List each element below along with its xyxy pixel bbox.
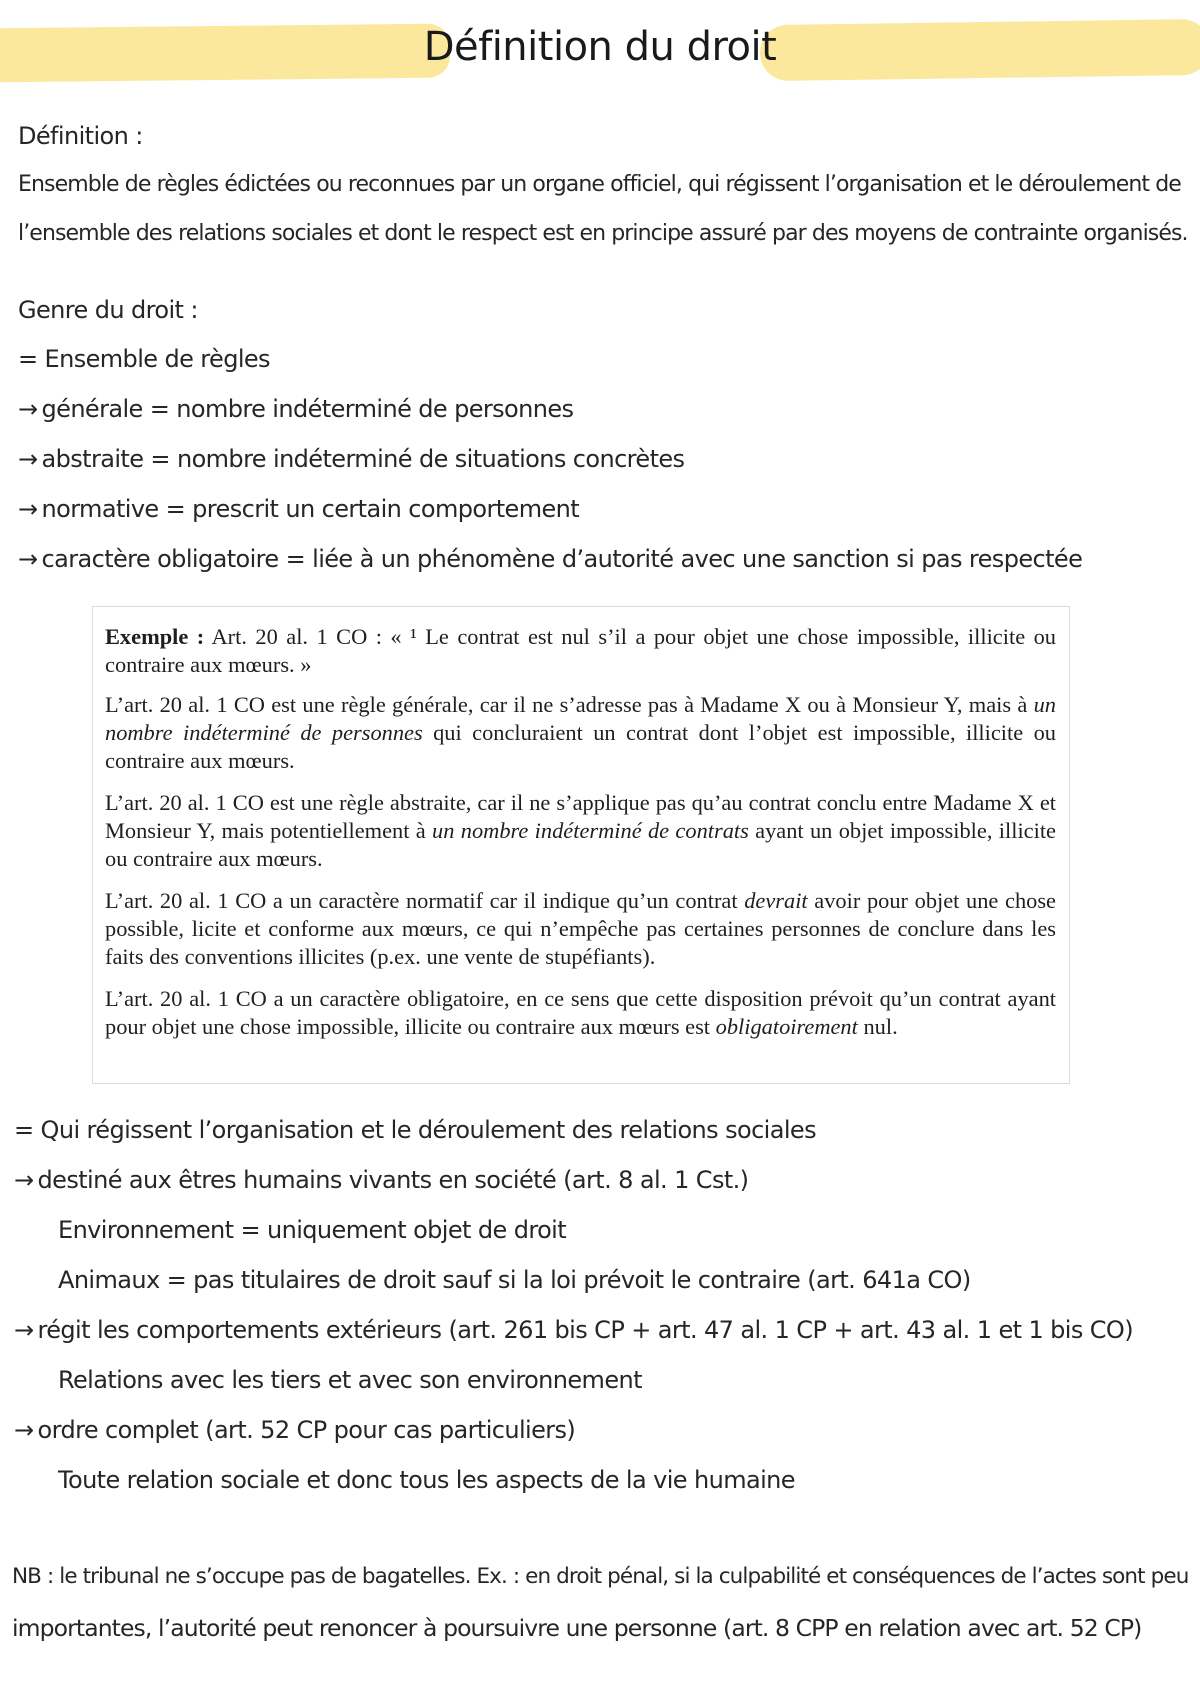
example-paragraph-1 — [105, 623, 1056, 679]
example-label: Exemple : — [105, 624, 205, 649]
example-text: L’art. 20 al. 1 CO a un caractère normatif car il indique qu’un contrat — [105, 888, 745, 913]
arrow-icon: → — [18, 395, 38, 423]
genre-item — [18, 445, 684, 473]
arrow-icon: → — [18, 545, 38, 573]
genre-item-abstraite: abstraite = nombre indéterminé de situations concrètes — [41, 445, 685, 473]
arrow-icon: → — [18, 445, 38, 473]
example-emphasis: devrait — [744, 888, 808, 913]
page-title: Définition du droit — [423, 24, 777, 70]
definition-heading: Définition : — [18, 122, 143, 150]
definition-line-2: l’ensemble des relations sociales et dont le respect est en principe assuré par des moyens de contrainte organisés. — [18, 221, 1188, 246]
relations-destine: destiné aux êtres humains vivants en société (art. 8 al. 1 Cst.) — [37, 1166, 749, 1194]
nb-line-2: importantes, l’autorité peut renoncer à poursuivre une personne (art. 8 CPP en relation avec art. 52 CP) — [12, 1614, 1142, 1642]
relations-item — [14, 1316, 1133, 1344]
arrow-icon: → — [18, 495, 38, 523]
genre-intro: = Ensemble de règles — [18, 345, 270, 373]
example-emphasis: un nombre indéterminé de personnes — [105, 692, 1056, 745]
example-paragraph-4 — [105, 887, 1056, 971]
example-text: nul. — [857, 1014, 898, 1039]
relations-item — [14, 1416, 575, 1444]
example-emphasis: obligatoirement — [715, 1014, 858, 1039]
relations-sub-toute-relation: Toute relation sociale et donc tous les aspects de la vie humaine — [58, 1466, 795, 1494]
example-quote: Art. 20 al. 1 CO : « ¹ Le contrat est nul s’il a pour objet une chose impossible, illicite ou contraire aux mœurs. » — [105, 624, 1056, 677]
arrow-icon: → — [14, 1166, 34, 1194]
example-text: L’art. 20 al. 1 CO a un caractère obligatoire, en ce sens que cette disposition prévoit qu’un contrat ayant pour objet une chose impossible, illicite ou contraire aux mœurs est — [105, 986, 1056, 1039]
example-text: L’art. 20 al. 1 CO est une règle générale, car il ne s’adresse pas à Madame X ou à Monsieur Y, mais à — [105, 692, 1034, 717]
arrow-icon: → — [14, 1416, 34, 1444]
relations-sub-tiers: Relations avec les tiers et avec son environnement — [58, 1366, 642, 1394]
example-paragraph-2 — [105, 691, 1056, 775]
genre-item-normative: normative = prescrit un certain comportement — [41, 495, 580, 523]
genre-item — [18, 395, 573, 423]
example-text: avoir pour objet une chose possible, licite et conforme aux mœurs, ce qui n’empêche pas certaines personnes de conclure dans les faits des conventions illicites (p.ex. une vente de stupéfiants). — [105, 888, 1056, 969]
arrow-icon: → — [14, 1316, 34, 1344]
definition-line-1: Ensemble de règles édictées ou reconnues par un organe officiel, qui régissent l’organisation et le déroulement de — [18, 172, 1181, 197]
example-paragraph-5 — [105, 985, 1056, 1041]
genre-item — [18, 495, 579, 523]
example-emphasis: un nombre indéterminé de contrats — [432, 818, 749, 843]
relations-comportements: régit les comportements extérieurs (art. 261 bis CP + art. 47 al. 1 CP + art. 43 al. 1 et 1 bis CO) — [37, 1316, 1133, 1344]
genre-item-generale: générale = nombre indéterminé de personnes — [41, 395, 574, 423]
genre-item — [18, 545, 1082, 573]
nb-line-1: NB : le tribunal ne s’occupe pas de bagatelles. Ex. : en droit pénal, si la culpabilité et conséquences de l’actes sont peu — [12, 1564, 1189, 1589]
relations-ordre-complet: ordre complet (art. 52 CP pour cas particuliers) — [37, 1416, 576, 1444]
example-paragraph-3 — [105, 789, 1056, 873]
genre-heading: Genre du droit : — [18, 296, 198, 324]
example-text: L’art. 20 al. 1 CO est une règle abstraite, car il ne s’applique pas qu’au contrat conclu entre Madame X et Monsieur Y, mais potentiellement à — [105, 790, 1056, 843]
relations-intro: = Qui régissent l’organisation et le déroulement des relations sociales — [14, 1116, 816, 1144]
example-text: ayant un objet impossible, illicite ou contraire aux mœurs. — [105, 818, 1056, 871]
example-text: qui concluraient un contrat dont l’objet est impossible, illicite ou contraire aux mœurs. — [105, 720, 1056, 773]
genre-item-obligatoire: caractère obligatoire = liée à un phénomène d’autorité avec une sanction si pas respectée — [41, 545, 1083, 573]
relations-sub-animaux: Animaux = pas titulaires de droit sauf si la loi prévoit le contraire (art. 641a CO) — [58, 1266, 971, 1294]
relations-sub-environnement: Environnement = uniquement objet de droit — [58, 1216, 567, 1244]
example-box — [92, 606, 1070, 1084]
relations-item — [14, 1166, 748, 1194]
